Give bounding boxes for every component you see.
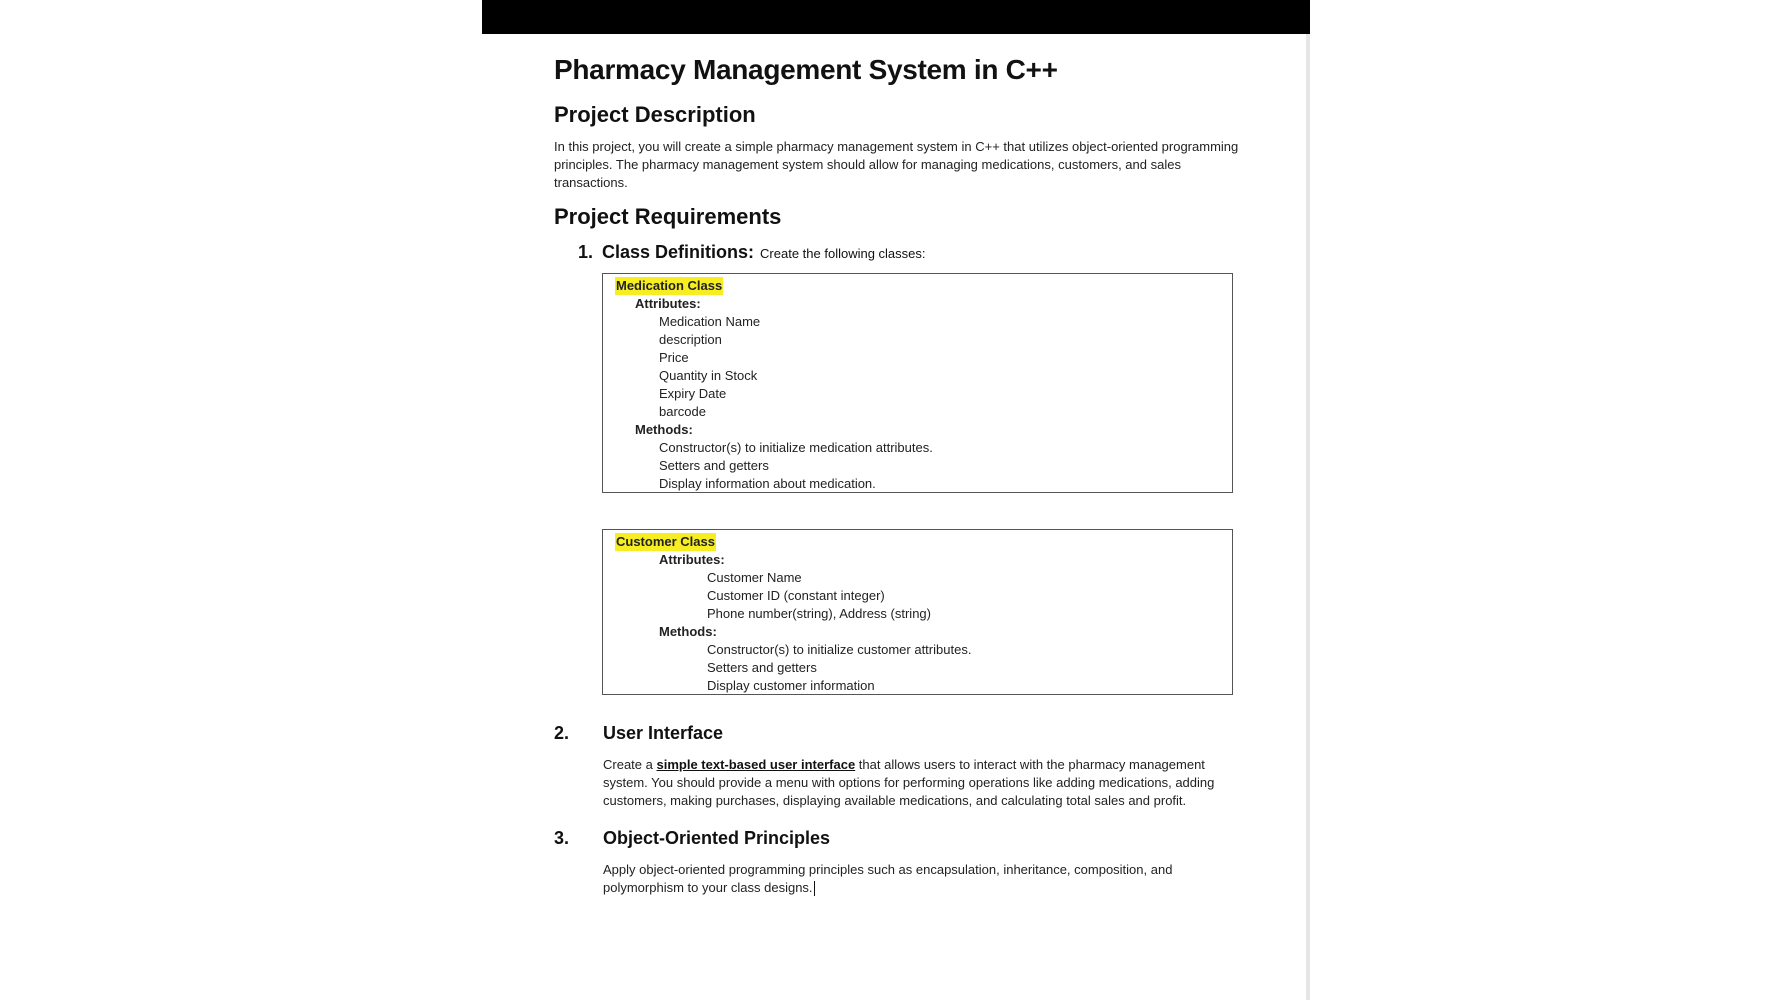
attribute-item: description [659, 332, 722, 347]
medication-class-box [602, 273, 1233, 493]
project-description-text: In this project, you will create a simple pharmacy management system in C++ that utilizes object-oriented programming principles. The pharmacy management system should allow for managing medications, customers, and sales transactions. [554, 139, 1239, 190]
attribute-item: Price [659, 350, 689, 365]
item-heading: User Interface [603, 723, 724, 743]
item-intro: Create the following classes: [760, 246, 926, 261]
attribute-item: Medication Name [659, 314, 761, 329]
method-item: Constructor(s) to initialize customer attributes. [707, 642, 972, 657]
methods-label: Methods: [635, 422, 693, 437]
document-title: Pharmacy Management System in C++ [554, 54, 1058, 85]
item-number: 2. [554, 723, 570, 743]
item-number: 1. [578, 242, 594, 262]
oop-principles-text[interactable] [603, 861, 1243, 897]
customer-class-box [602, 529, 1233, 695]
method-item: Constructor(s) to initialize medication attributes. [659, 440, 933, 455]
requirement-item-1 [554, 242, 1244, 263]
attribute-item: barcode [659, 404, 706, 419]
attribute-item: Customer ID (constant integer) [707, 588, 885, 603]
page-edge-shadow [1306, 34, 1310, 1000]
methods-label: Methods: [659, 624, 717, 639]
item-heading: Class Definitions: [602, 242, 755, 262]
attribute-item: Customer Name [707, 570, 802, 585]
customer-class-title: Customer Class [616, 534, 715, 549]
project-requirements-heading: Project Requirements [554, 204, 782, 229]
viewer-top-bar [482, 0, 1310, 34]
method-item: Setters and getters [707, 660, 817, 675]
attributes-label: Attributes: [659, 552, 725, 567]
medication-class-title: Medication Class [616, 278, 723, 293]
attributes-label: Attributes: [635, 296, 701, 311]
text-cursor [814, 881, 815, 896]
method-item: Display customer information [707, 678, 875, 693]
project-description-heading: Project Description [554, 102, 756, 127]
ui-text-after: that allows users to interact with the pharmacy management system. You should provide a menu with options for performing operations like adding medications, adding customers, making purchases, displaying available medications, and calculating total sales and profit. [603, 757, 1215, 808]
ui-link[interactable]: simple text-based user interface [656, 757, 856, 772]
requirement-item-3 [554, 828, 1244, 849]
ui-text-before: Create a [603, 757, 657, 772]
document-page [554, 54, 1244, 897]
attribute-item: Quantity in Stock [659, 368, 758, 383]
requirement-item-2 [554, 723, 1244, 744]
method-item: Display information about medication. [659, 476, 876, 491]
item-heading: Object-Oriented Principles [603, 828, 831, 848]
user-interface-text [603, 756, 1243, 810]
attribute-item: Expiry Date [659, 386, 727, 401]
attribute-item: Phone number(string), Address (string) [707, 606, 931, 621]
item-number: 3. [554, 828, 570, 848]
method-item: Setters and getters [659, 458, 769, 473]
oop-text: Apply object-oriented programming principles such as encapsulation, inheritance, composition, and polymorphism to your class designs. [603, 862, 1173, 895]
